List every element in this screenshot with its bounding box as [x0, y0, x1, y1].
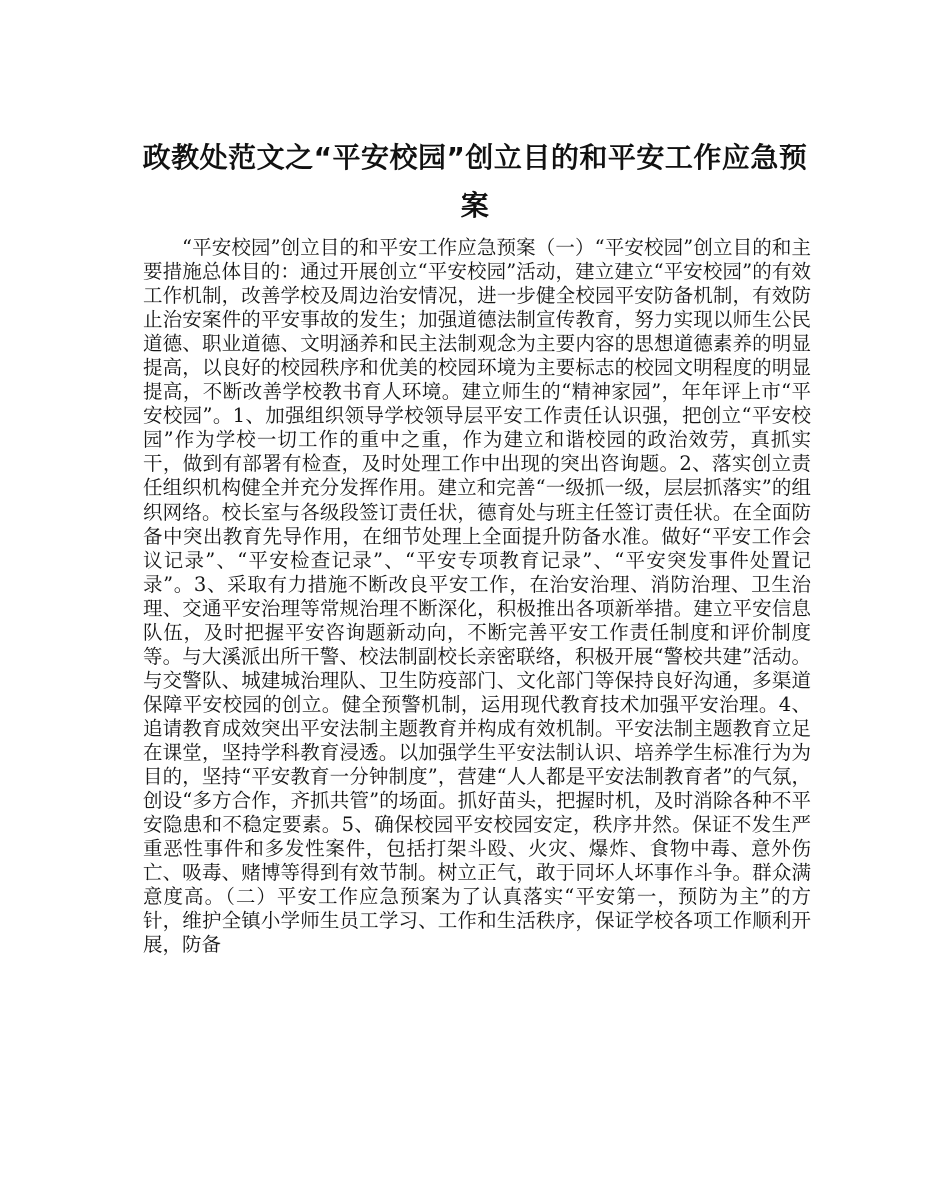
document-title: 政教处范文之“平安校园”创立目的和平安工作应急预案: [142, 141, 808, 222]
document-body-paragraph: “平安校园”创立目的和平安工作应急预案（一）“平安校园”创立目的和主要措施总体目的：通过开展创立“平安校园”活动，建立建立“平安校园”的有效工作机制，改善学校及周边治安情况，进一步健全校园平安防备机制，有效防止治安案件的平安事故的发生；加强道德法制宣传教育，努力实现以师生公民道德、职业道德、文明涵养和民主法制观念为主要内容的思想道德素养的明显提高，以良好的校园秩序和优美的校园环境为主要标志的校园文明程度的明显提高，不断改善学校教书育人环境。建立师生的“精神家园”，年年评上市“平安校园”。1、加强组织领导学校领导层平安工作责任认识强，把创立“平安校园”作为学校一切工作的重中之重，作为建立和谐校园的政治效劳，真抓实干，做到有部署有检查，及时处理工作中出现的突出咨询题。2、落实创立责任组织机构健全并充分发挥作用。建立和完善“一级抓一级，层层抓落实”的组织网络。校长室与各级段签订责任状，德育处与班主任签订责任状。在全面防备中突出教育先导作用，在细节处理上全面提升防备水准。做好“平安工作会议记录”、“平安检查记录”、“平安专项教育记录”、“平安突发事件处置记录”。3、采取有力措施不断改良平安工作，在治安治理、消防治理、卫生治理、交通平安治理等常规治理不断深化，积极推出各项新举措。建立平安信息队伍，及时把握平安咨询题新动向，不断完善平安工作责任制度和评价制度等。与大溪派出所干警、校法制副校长亲密联络，积极开展“警校共建”活动。与交警队、城建城治理队、卫生防疫部门、文化部门等保持良好沟通，多渠道保障平安校园的创立。健全预警机制，运用现代教育技术加强平安治理。4、追请教育成效突出平安法制主题教育并构成有效机制。平安法制主题教育立足在课堂，坚持学科教育浸透。以加强学生平安法制认识、培养学生标准行为为目的，坚持“平安教育一分钟制度”，营建“人人都是平安法制教育者”的气氛，创设“多方合作，齐抓共管”的场面。抓好苗头，把握时机，及时消除各种不平安隐患和不稳定要素。5、确保校园平安校园安定，秩序井然。保证不发生严重恶性事件和多发性案件，包括打架斗殴、火灾、爆炸、食物中毒、意外伤亡、吸毒、赌博等得到有效节制。树立正气，敢于同坏人坏事作斗争。群众满意度高。（二）平安工作应急预案为了认真落实“平安第一，预防为主”的方针，维护全镇小学师生员工学习、工作和生活秩序，保证学校各项工作顺利开展，防备: [143, 236, 811, 957]
